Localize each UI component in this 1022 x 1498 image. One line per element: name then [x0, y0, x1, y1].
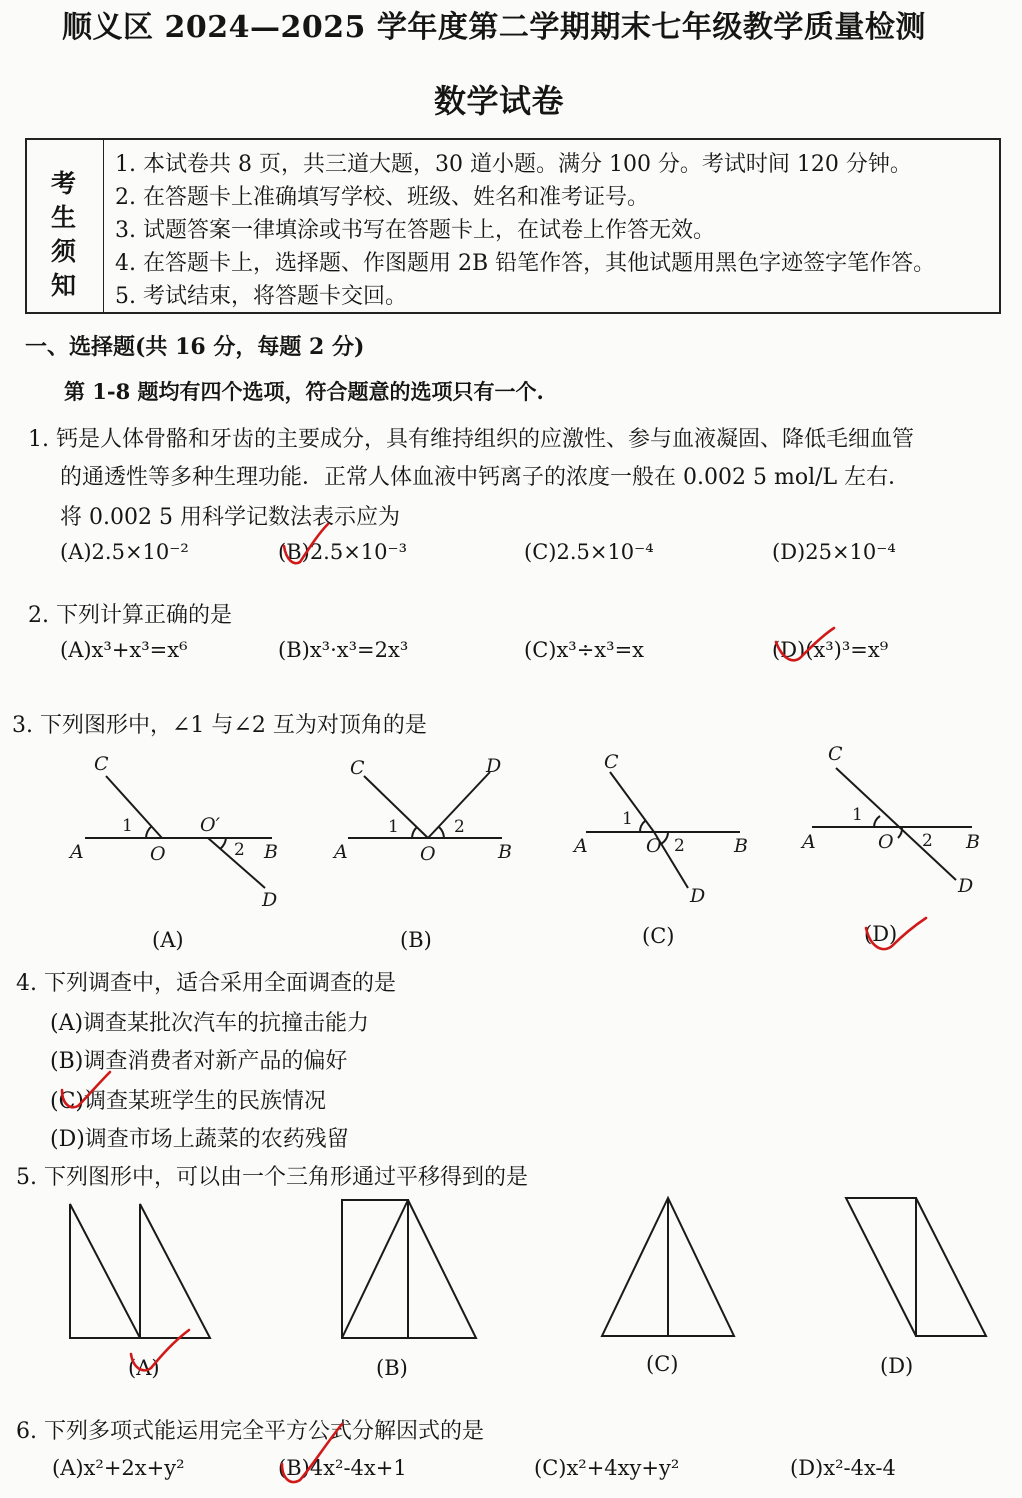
- angle-label: 1: [852, 805, 863, 825]
- point-label: A: [334, 841, 348, 863]
- point-label: A: [802, 831, 816, 853]
- notice-box: [25, 138, 1001, 314]
- point-label: O: [420, 843, 436, 865]
- point-label: A: [70, 841, 84, 863]
- notice-item: 3. 试题答案一律填涂或书写在答题卡上，在试卷上作答无效。: [115, 218, 715, 243]
- q5-label-d: (D): [880, 1354, 914, 1378]
- q1-option-b: (B)2.5×10⁻³: [278, 540, 408, 564]
- point-label: O′: [200, 814, 220, 836]
- q1-option-c: (C)2.5×10⁻⁴: [524, 540, 654, 564]
- point-label: C: [604, 751, 619, 773]
- notice-label-char: 须: [51, 237, 77, 266]
- q3-label-a: (A): [152, 928, 184, 952]
- q3-label-c: (C): [642, 924, 675, 948]
- point-label: C: [94, 753, 109, 775]
- q5-label-b: (B): [376, 1356, 408, 1380]
- check-mark-q2: [772, 624, 842, 668]
- q3-figure-a: [60, 748, 300, 918]
- notice-item: 1. 本试卷共 8 页，共三道大题，30 道小题。满分 100 分。考试时间 120 分钟。: [115, 152, 912, 177]
- point-label: B: [966, 831, 980, 853]
- angle-label: 2: [454, 817, 465, 837]
- q6-option-a: (A)x²+2x+y²: [52, 1456, 185, 1480]
- q2-stem: 2. 下列计算正确的是: [28, 603, 232, 628]
- q6-option-d: (D)x²-4x-4: [790, 1456, 896, 1480]
- q3-stem: 3. 下列图形中，∠1 与∠2 互为对顶角的是: [12, 713, 427, 738]
- notice-items: [115, 148, 935, 313]
- q3-label-d: (D): [864, 922, 898, 946]
- angle-label: 2: [234, 840, 245, 860]
- q1-option-a: (A)2.5×10⁻²: [60, 540, 189, 564]
- section-instruction: 第 1-8 题均有四个选项，符合题意的选项只有一个.: [64, 379, 544, 404]
- point-label: B: [734, 835, 748, 857]
- point-label: D: [262, 889, 278, 911]
- notice-label: [27, 140, 104, 312]
- exam-title: 顺义区 2024—2025 学年度第二学期期末七年级教学质量检测: [62, 10, 926, 45]
- point-label: O: [878, 831, 894, 853]
- check-mark-q4: [56, 1070, 116, 1116]
- q5-label-a: (A): [128, 1356, 160, 1380]
- angle-label: 2: [922, 831, 933, 851]
- point-label: D: [958, 875, 974, 897]
- notice-item: 4. 在答题卡上，选择题、作图题用 2B 铅笔作答，其他试题用黑色字迹签字笔作答。: [115, 251, 936, 276]
- point-label: B: [498, 841, 512, 863]
- notice-label-char: 知: [51, 271, 77, 300]
- point-label: C: [828, 743, 843, 765]
- q3-figure-c: [570, 748, 770, 908]
- q1-line2: 的通透性等多种生理功能．正常人体血液中钙离子的浓度一般在 0.002 5 mol/L 左右．: [60, 465, 911, 490]
- point-label: D: [690, 885, 706, 907]
- q3-figure-d: [800, 740, 1000, 900]
- q3-label-b: (B): [400, 928, 432, 952]
- angle-label: 1: [388, 817, 399, 837]
- q4-option-a: (A)调查某批次汽车的抗撞击能力: [50, 1011, 370, 1036]
- q5-figure-c: [594, 1188, 744, 1350]
- notice-item: 5. 考试结束，将答题卡交回。: [115, 284, 407, 309]
- q5-label-c: (C): [646, 1352, 679, 1376]
- q4-option-b: (B)调查消费者对新产品的偏好: [50, 1049, 348, 1074]
- exam-subtitle: 数学试卷: [434, 82, 565, 120]
- check-mark-q1: [278, 520, 338, 570]
- q2-option-c: (C)x³÷x³=x: [524, 638, 645, 662]
- q5-figure-b: [330, 1190, 490, 1350]
- angle-label: 1: [622, 809, 633, 829]
- point-label: O: [150, 843, 166, 865]
- check-mark-q6: [276, 1420, 356, 1490]
- q4-option-d: (D)调查市场上蔬菜的农药残留: [50, 1127, 349, 1152]
- q6-option-c: (C)x²+4xy+y²: [534, 1456, 680, 1480]
- notice-item: 2. 在答题卡上准确填写学校、班级、姓名和准考证号。: [115, 185, 649, 210]
- point-label: A: [574, 835, 588, 857]
- q1-line1: 1. 钙是人体骨骼和牙齿的主要成分，具有维持组织的应激性、参与血液凝固、降低毛细血管: [28, 427, 914, 452]
- q1-line3: 将 0.002 5 用科学记数法表示应为: [60, 505, 400, 530]
- q2-option-b: (B)x³·x³=2x³: [278, 638, 409, 662]
- check-mark-q5: [125, 1326, 195, 1378]
- q2-option-a: (A)x³+x³=x⁶: [60, 638, 188, 662]
- q6-stem: 6. 下列多项式能运用完全平方公式分解因式的是: [16, 1419, 484, 1444]
- q5-figure-a: [60, 1196, 220, 1346]
- point-label: B: [264, 841, 278, 863]
- q3-figure-b: [330, 748, 530, 868]
- q6-option-b: (B)4x²-4x+1: [278, 1456, 407, 1480]
- point-label: O: [646, 835, 662, 857]
- check-mark-q3: [862, 914, 932, 958]
- notice-label-char: 生: [51, 203, 77, 232]
- q2-option-d: (D)(x³)³=x⁹: [772, 638, 889, 662]
- angle-label: 1: [122, 816, 133, 836]
- q4-stem: 4. 下列调查中，适合采用全面调查的是: [16, 971, 396, 996]
- point-label: C: [350, 757, 365, 779]
- q4-option-c: (C)调查某班学生的民族情况: [50, 1089, 326, 1114]
- q5-figure-d: [838, 1188, 998, 1348]
- q1-option-d: (D)25×10⁻⁴: [772, 540, 896, 564]
- q5-stem: 5. 下列图形中，可以由一个三角形通过平移得到的是: [16, 1165, 528, 1190]
- angle-label: 2: [674, 836, 685, 856]
- notice-label-char: 考: [51, 169, 77, 198]
- section-title: 一、选择题(共 16 分，每题 2 分): [25, 334, 365, 360]
- point-label: D: [486, 755, 502, 777]
